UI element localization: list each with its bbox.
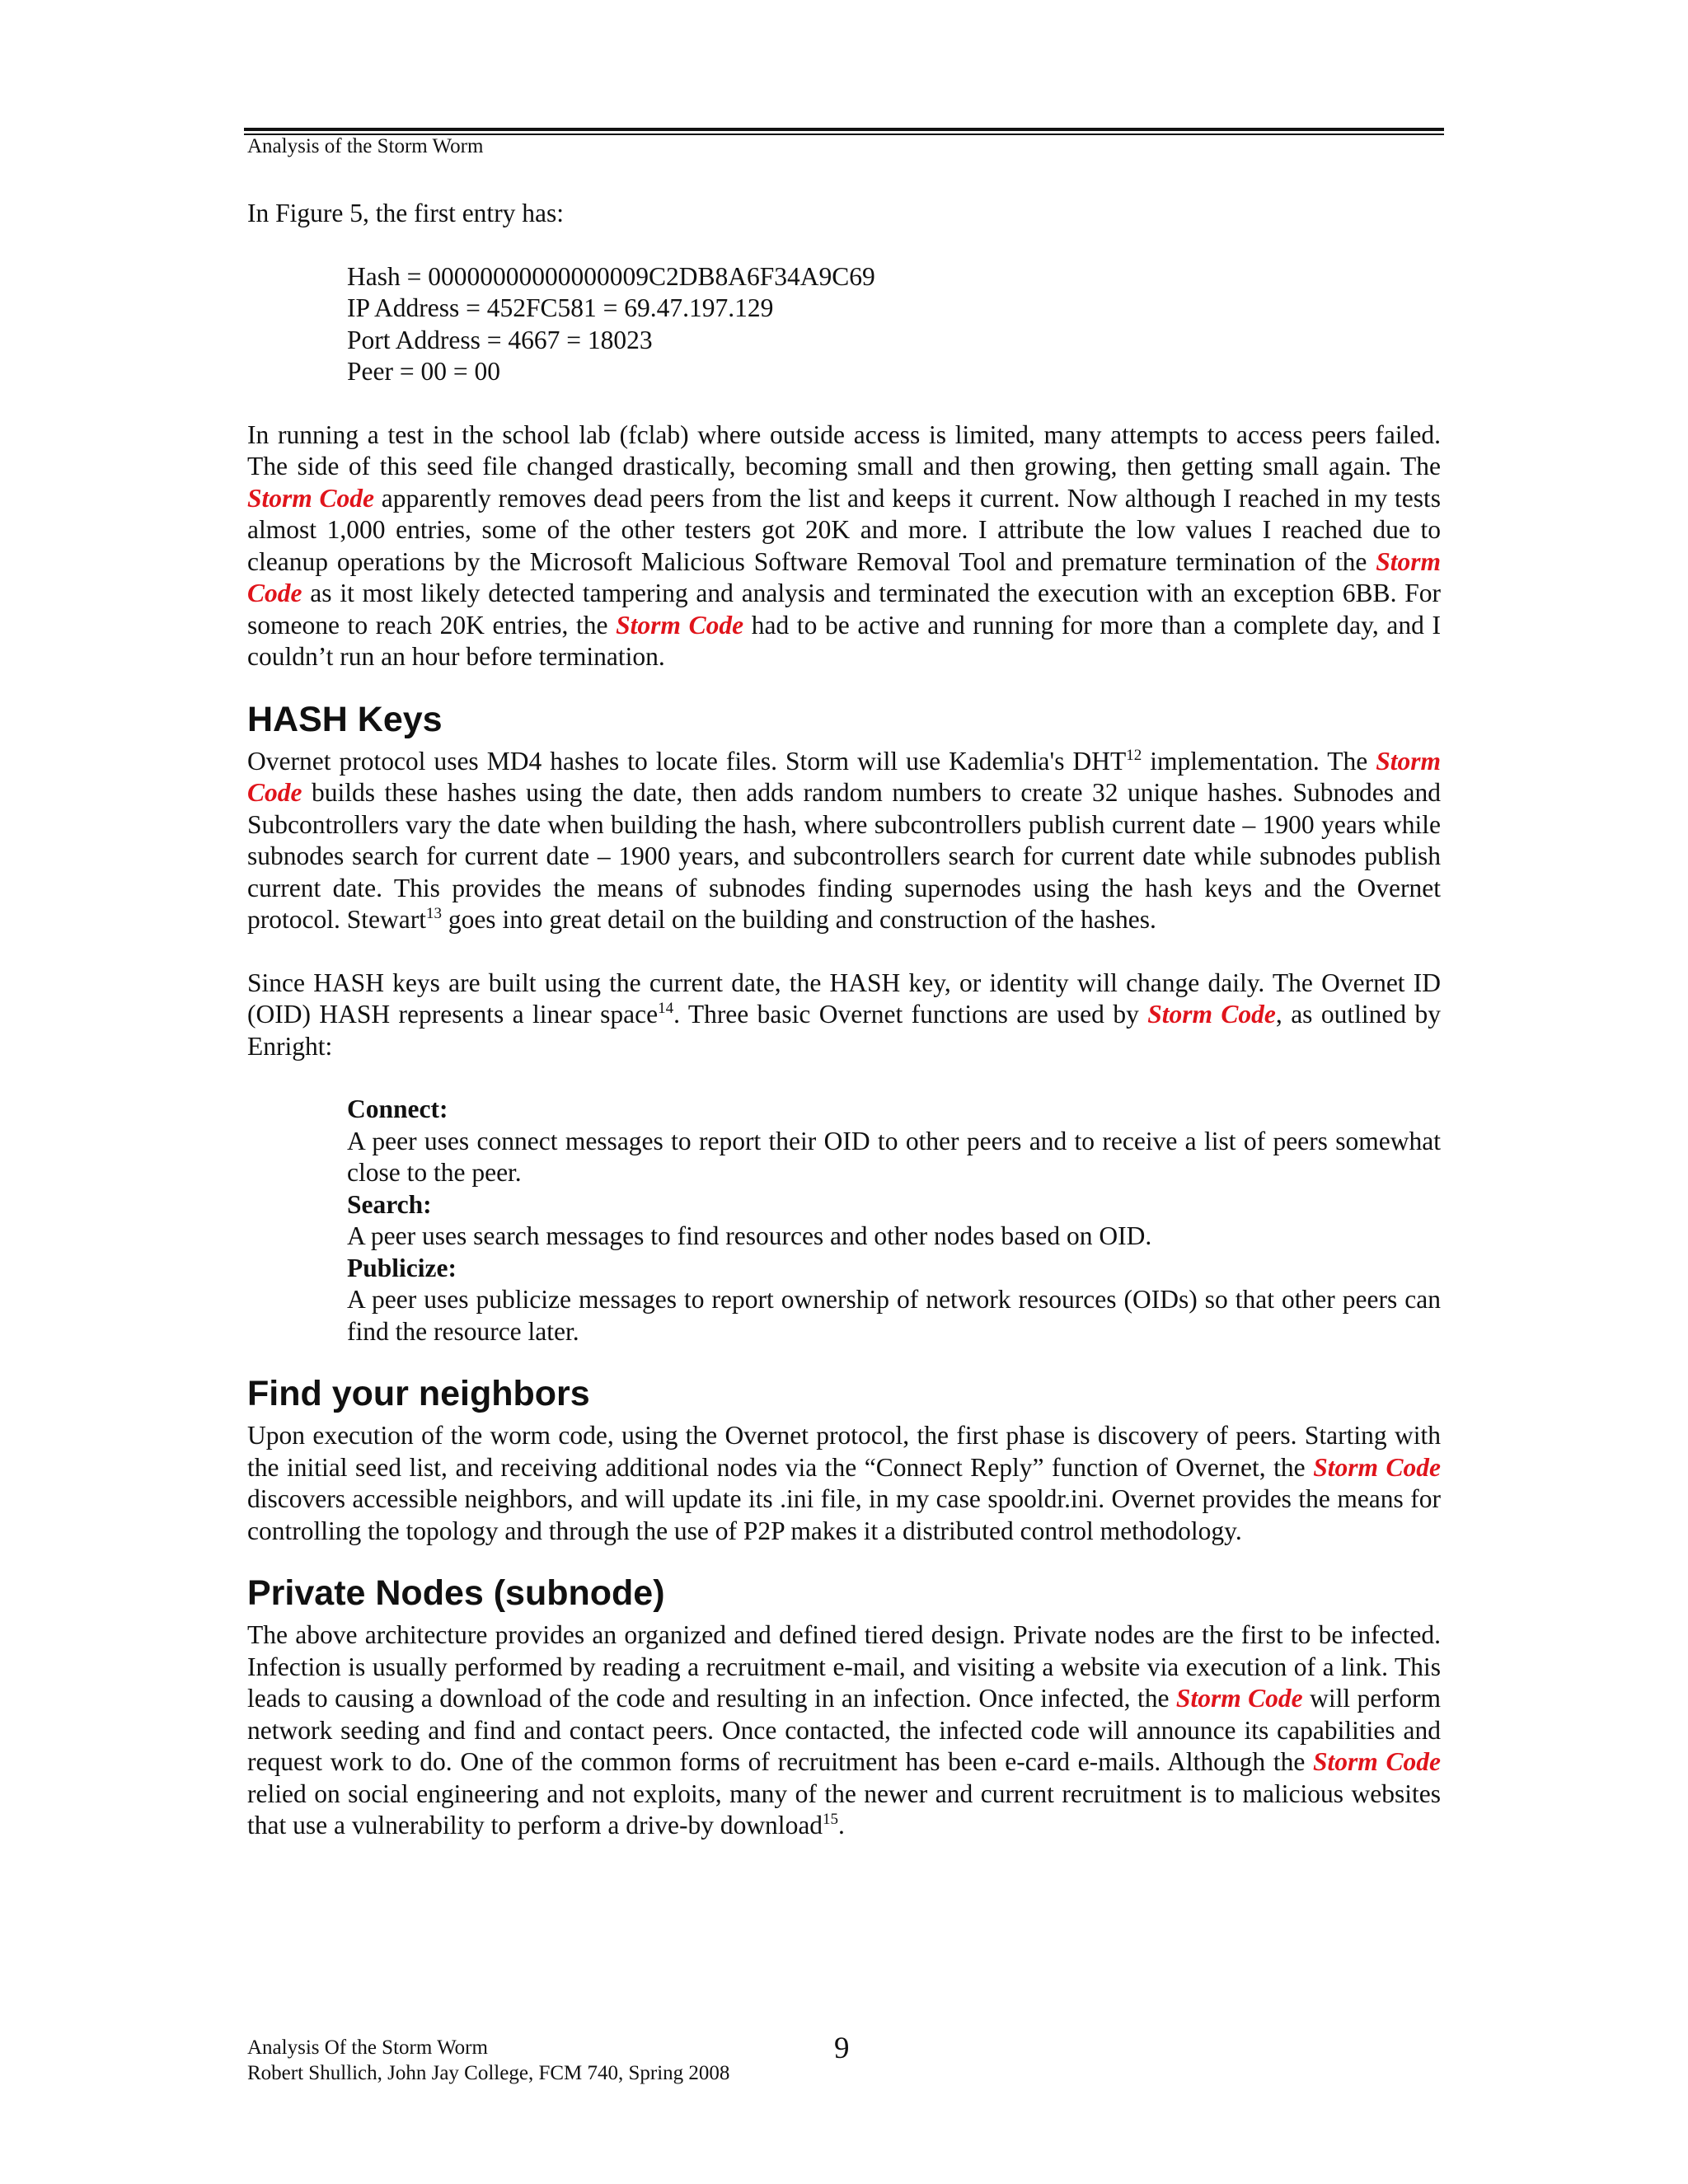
text-run: had to be active and running for more than a complete day, and I couldn’t run an hour before termination. — [247, 610, 1442, 671]
text-run: Upon execution of the worm code, using the Overnet protocol, the first phase is discovery of peers. Starting with the initial seed list, and receiving additional nodes via the “Connect Reply” function of Overnet, the — [247, 1421, 1441, 1482]
footnote-ref: 12 — [1126, 746, 1142, 764]
intro-line: In Figure 5, the first entry has: — [247, 199, 565, 227]
text-run: as it most likely detected tampering and analysis and terminated the execution with an exception 6BB. For someone to reach 20K entries, the — [247, 579, 1441, 640]
storm-code-term: Storm Code — [247, 746, 1442, 807]
text-run: implementation. The — [1142, 746, 1376, 776]
paragraph-hash-keys-1 — [247, 746, 1441, 936]
text-run: apparently removes dead peers from the list and keeps it current. Now although I reached in my tests almost 1,000 entries, some of the other testers got 20K and more. I attribute the low values I reached due to cleanup operations by the Microsoft Malicious Software Removal Tool and premature termination of the — [247, 483, 1441, 576]
paragraph-find-neighbors — [247, 1420, 1441, 1547]
body-content — [247, 198, 1441, 1842]
entry-ip: IP Address = 452FC581 = 69.47.197.129 — [347, 293, 774, 322]
footer-author: Robert Shullich, John Jay College, FCM 740, Spring 2008 — [247, 2062, 730, 2084]
page-number: 9 — [834, 2032, 850, 2065]
text-run: will perform network seeding and find and contact peers. Once contacted, the infected code will announce its capabilities and request work to do. One of the common forms of recruitment has been e-card e-mails. Although the — [247, 1684, 1441, 1776]
entry-block — [347, 261, 1441, 388]
footer-title: Analysis Of the Storm Worm — [247, 2036, 488, 2059]
heading-find-neighbors: Find your neighbors — [247, 1374, 590, 1413]
text-run: Overnet protocol uses MD4 hashes to locate files. Storm will use Kademlia's DHT — [247, 746, 1127, 776]
text-run: discovers accessible neighbors, and will update its .ini file, in my case spooldr.ini. Overnet provides the means for controlling the topology and through the use of P2P makes it a distributed control methodology. — [247, 1484, 1441, 1545]
text-run: The above architecture provides an organized and defined tiered design. Private nodes are the first to be infected. Infection is usually performed by reading a recruitment e-mail, and visiting a website via execution of a link. This leads to causing a download of the code and resulting in an infection. Once infected, the — [247, 1620, 1441, 1713]
paragraph-private-nodes — [247, 1619, 1441, 1842]
storm-code-term: Storm Code — [1313, 1747, 1441, 1776]
function-desc-publicize: A peer uses publicize messages to report ownership of network resources (OIDs) so that other peers can find the resource later. — [347, 1285, 1441, 1346]
text-run: . — [838, 1811, 845, 1840]
storm-code-term: Storm Code — [1175, 1684, 1303, 1713]
storm-code-term: Storm Code — [616, 610, 744, 640]
storm-code-term: Storm Code — [247, 546, 1441, 607]
footnote-ref: 14 — [658, 1000, 674, 1017]
storm-code-term: Storm Code — [1147, 1000, 1276, 1029]
function-desc-connect: A peer uses connect messages to report their OID to other peers and to receive a list of peers somewhat close to the peer. — [347, 1126, 1441, 1187]
footnote-ref: 15 — [823, 1811, 839, 1828]
text-run: . Three basic Overnet functions are used by — [673, 1000, 1148, 1029]
text-run: In running a test in the school lab (fclab) where outside access is limited, many attempts to access peers failed. The side of this seed file changed drastically, becoming small and then growing, then getting small again. The — [247, 419, 1441, 480]
function-term-publicize: Publicize: — [347, 1253, 457, 1282]
function-desc-search: A peer uses search messages to find resources and other nodes based on OID. — [347, 1221, 1152, 1250]
function-term-search: Search: — [347, 1189, 432, 1219]
header-rule-thick — [244, 128, 1444, 131]
running-header: Analysis of the Storm Worm — [247, 135, 484, 157]
text-run: goes into great detail on the building and construction of the hashes. — [441, 905, 1156, 934]
heading-private-nodes: Private Nodes (subnode) — [247, 1573, 665, 1613]
entry-peer: Peer = 00 = 00 — [347, 357, 501, 386]
heading-hash-keys: HASH Keys — [247, 699, 443, 739]
entry-port: Port Address = 4667 = 18023 — [347, 325, 653, 354]
overnet-functions-list — [347, 1094, 1441, 1347]
footnote-ref: 13 — [425, 905, 442, 922]
function-term-connect: Connect: — [347, 1094, 448, 1123]
text-run: , as outlined by Enright: — [247, 1000, 1441, 1061]
storm-code-term: Storm Code — [1313, 1452, 1441, 1482]
footer — [247, 2035, 729, 2086]
text-run: builds these hashes using the date, then adds random numbers to create 32 unique hashes. Subnodes and Subcontrollers vary the date when building the hash, where subcontrollers publish current date – 1900 years while subnodes search for current date – 1900 years, and subcontrollers search for current date while subnodes publish current date. This provides the means of subnodes finding supernodes using the hash keys and the Overnet protocol. Stewart — [247, 778, 1441, 934]
paragraph-hash-keys-2 — [247, 968, 1441, 1063]
entry-hash: Hash = 00000000000000009C2DB8A6F34A9C69 — [347, 261, 875, 291]
paragraph-test-results — [247, 419, 1441, 673]
text-run: relied on social engineering and not exploits, many of the newer and current recruitment is to malicious websites that use a vulnerability to perform a drive-by download — [247, 1779, 1441, 1840]
storm-code-term: Storm Code — [247, 483, 375, 513]
text-run: Since HASH keys are built using the current date, the HASH key, or identity will change daily. The Overnet ID (OID) HASH represents a linear space — [247, 968, 1441, 1029]
